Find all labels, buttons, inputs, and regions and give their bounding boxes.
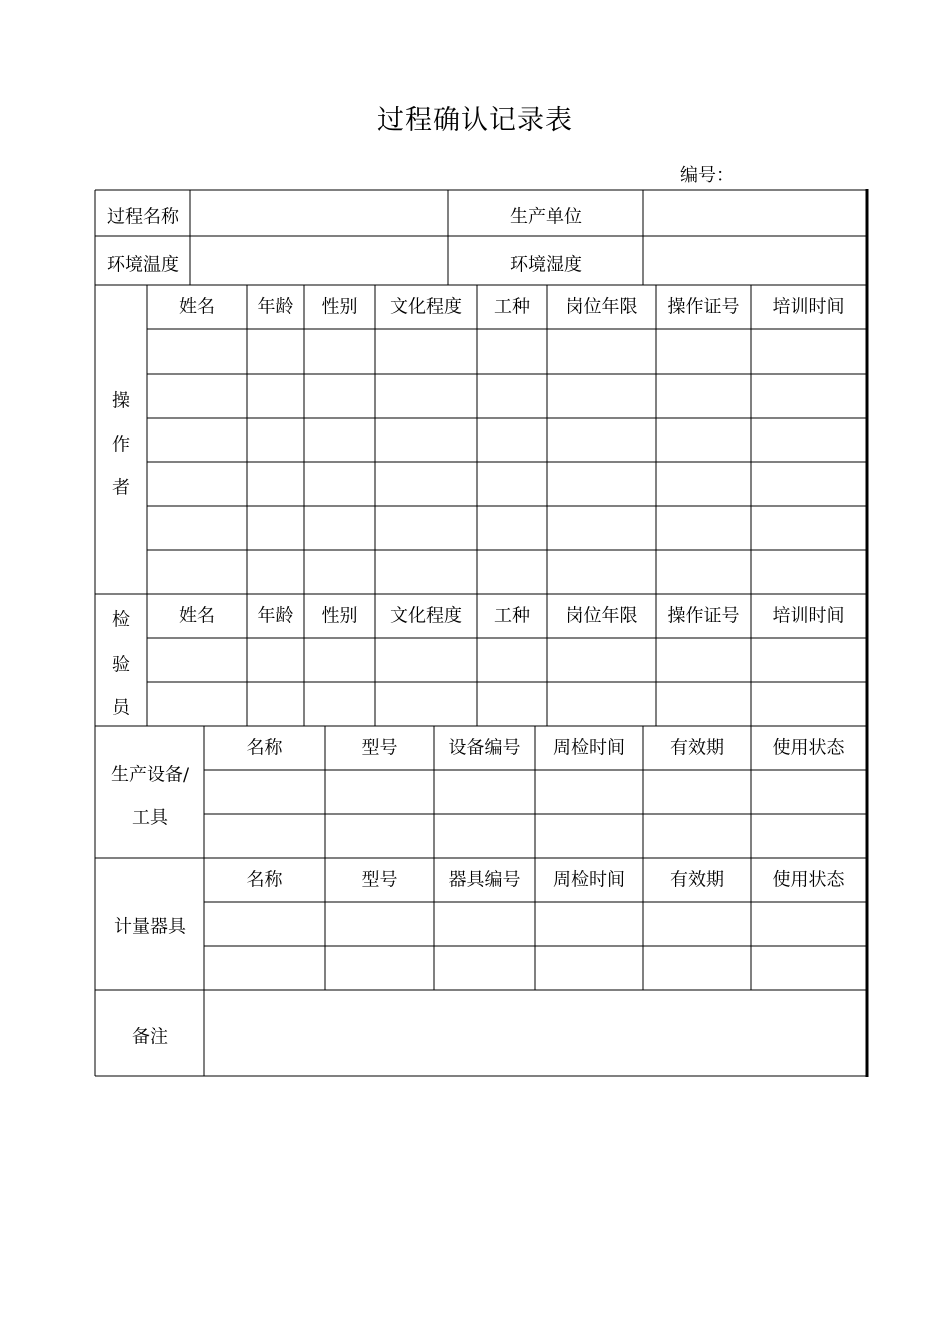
equipment-cell[interactable]	[535, 770, 643, 814]
operators-cell[interactable]	[304, 374, 375, 418]
inspectors-header-1: 姓名	[179, 605, 215, 627]
operators-cell[interactable]	[375, 550, 477, 594]
production-unit-field[interactable]	[643, 190, 866, 236]
inspectors-cell[interactable]	[751, 638, 866, 682]
operators-cell[interactable]	[751, 329, 866, 374]
operators-cell[interactable]	[147, 329, 247, 374]
inspectors-cell[interactable]	[375, 638, 477, 682]
equipment-cell[interactable]	[204, 770, 325, 814]
operators-cell[interactable]	[304, 462, 375, 506]
operators-header-5: 工种	[494, 296, 530, 318]
inspectors-cell[interactable]	[547, 682, 656, 726]
env-temperature-field[interactable]	[190, 236, 448, 285]
env-humidity-field[interactable]	[643, 236, 866, 285]
inspectors-cell[interactable]	[656, 638, 751, 682]
inspectors-section-label-char: 检	[112, 609, 130, 631]
inspectors-cell[interactable]	[247, 682, 304, 726]
operators-cell[interactable]	[656, 329, 751, 374]
operators-header-1: 姓名	[179, 296, 215, 318]
operators-cell[interactable]	[304, 550, 375, 594]
remarks-field[interactable]	[204, 990, 866, 1076]
inspectors-header-4: 文化程度	[390, 605, 462, 627]
inspectors-section-label-char: 验	[112, 654, 130, 676]
operators-cell[interactable]	[247, 462, 304, 506]
inspectors-header-3: 性别	[321, 605, 358, 627]
instruments-cell[interactable]	[325, 946, 434, 990]
operators-section-label-char: 者	[112, 477, 130, 499]
operators-cell[interactable]	[656, 550, 751, 594]
inspectors-cell[interactable]	[304, 682, 375, 726]
operators-cell[interactable]	[247, 506, 304, 550]
instruments-header-3: 器具编号	[448, 869, 521, 891]
operators-cell[interactable]	[375, 462, 477, 506]
operators-cell[interactable]	[477, 374, 547, 418]
equipment-section-label-line-2: 工具	[132, 807, 168, 829]
equipment-section-label-line-1: 生产设备/	[110, 764, 190, 786]
page-title: 过程确认记录表	[377, 105, 573, 136]
instruments-header-6: 使用状态	[772, 869, 845, 891]
env-temperature-label: 环境温度	[107, 254, 179, 276]
operators-cell[interactable]	[147, 374, 247, 418]
equipment-header-2: 型号	[361, 737, 398, 759]
operators-cell[interactable]	[375, 374, 477, 418]
operators-cell[interactable]	[304, 506, 375, 550]
operators-cell[interactable]	[477, 506, 547, 550]
operators-cell[interactable]	[247, 374, 304, 418]
inspectors-header-7: 操作证号	[667, 605, 740, 627]
inspectors-cell[interactable]	[147, 682, 247, 726]
operators-cell[interactable]	[477, 550, 547, 594]
instruments-cell[interactable]	[535, 902, 643, 946]
operators-cell[interactable]	[147, 462, 247, 506]
equipment-header-3: 设备编号	[448, 737, 521, 759]
operators-cell[interactable]	[547, 462, 656, 506]
instruments-header-2: 型号	[361, 869, 398, 891]
operators-cell[interactable]	[547, 506, 656, 550]
inspectors-cell[interactable]	[247, 638, 304, 682]
operators-cell[interactable]	[656, 462, 751, 506]
equipment-cell[interactable]	[751, 770, 866, 814]
operators-cell[interactable]	[751, 550, 866, 594]
operators-header-6: 岗位年限	[565, 296, 638, 318]
equipment-cell[interactable]	[643, 770, 751, 814]
operators-cell[interactable]	[477, 418, 547, 462]
instruments-header-4: 周检时间	[553, 869, 625, 891]
document-number-label: 编号：	[680, 165, 734, 186]
equipment-cell[interactable]	[535, 814, 643, 858]
operators-header-4: 文化程度	[390, 296, 462, 318]
inspectors-cell[interactable]	[375, 682, 477, 726]
operators-cell[interactable]	[656, 418, 751, 462]
inspectors-cell[interactable]	[147, 638, 247, 682]
equipment-cell[interactable]	[204, 814, 325, 858]
equipment-cell[interactable]	[751, 814, 866, 858]
inspectors-cell[interactable]	[547, 638, 656, 682]
equipment-cell[interactable]	[325, 770, 434, 814]
inspectors-header-2: 年龄	[257, 605, 294, 627]
operators-cell[interactable]	[547, 550, 656, 594]
operators-header-8: 培训时间	[772, 296, 845, 318]
instruments-cell[interactable]	[434, 946, 535, 990]
operators-header-3: 性别	[321, 296, 358, 318]
instruments-cell[interactable]	[751, 946, 866, 990]
inspectors-header-5: 工种	[494, 605, 530, 627]
instruments-section-label: 计量器具	[114, 916, 186, 938]
operators-cell[interactable]	[477, 329, 547, 374]
operators-cell[interactable]	[375, 329, 477, 374]
equipment-header-5: 有效期	[670, 737, 724, 759]
inspectors-header-6: 岗位年限	[565, 605, 638, 627]
process-name-label: 过程名称	[107, 206, 179, 228]
operators-cell[interactable]	[147, 506, 247, 550]
operators-cell[interactable]	[247, 329, 304, 374]
process-name-field[interactable]	[190, 190, 448, 236]
operators-cell[interactable]	[147, 550, 247, 594]
operators-cell[interactable]	[304, 418, 375, 462]
operators-cell[interactable]	[656, 374, 751, 418]
operators-cell[interactable]	[751, 506, 866, 550]
operators-cell[interactable]	[375, 506, 477, 550]
instruments-cell[interactable]	[535, 946, 643, 990]
operators-cell[interactable]	[751, 418, 866, 462]
instruments-cell[interactable]	[204, 902, 325, 946]
operators-cell[interactable]	[547, 418, 656, 462]
operators-cell[interactable]	[751, 462, 866, 506]
inspectors-cell[interactable]	[477, 638, 547, 682]
operators-section-label-char: 操	[112, 390, 130, 412]
instruments-cell[interactable]	[434, 902, 535, 946]
equipment-header-6: 使用状态	[772, 737, 845, 759]
operators-cell[interactable]	[656, 506, 751, 550]
instruments-cell[interactable]	[751, 902, 866, 946]
equipment-cell[interactable]	[434, 770, 535, 814]
inspectors-cell[interactable]	[477, 682, 547, 726]
equipment-cell[interactable]	[643, 814, 751, 858]
equipment-cell[interactable]	[325, 814, 434, 858]
equipment-header-1: 名称	[246, 737, 283, 759]
instruments-cell[interactable]	[325, 902, 434, 946]
operators-cell[interactable]	[477, 462, 547, 506]
equipment-header-4: 周检时间	[553, 737, 625, 759]
instruments-header-5: 有效期	[670, 869, 724, 891]
operators-cell[interactable]	[247, 550, 304, 594]
instruments-cell[interactable]	[643, 946, 751, 990]
production-unit-label: 生产单位	[510, 206, 582, 228]
operators-header-7: 操作证号	[667, 296, 740, 318]
operators-cell[interactable]	[547, 374, 656, 418]
operators-header-2: 年龄	[257, 296, 294, 318]
instruments-cell[interactable]	[204, 946, 325, 990]
equipment-cell[interactable]	[434, 814, 535, 858]
operators-cell[interactable]	[547, 329, 656, 374]
inspectors-section-label-char: 员	[112, 697, 130, 719]
operators-cell[interactable]	[375, 418, 477, 462]
inspectors-header-8: 培训时间	[772, 605, 845, 627]
inspectors-cell[interactable]	[656, 682, 751, 726]
remarks-label: 备注	[132, 1026, 168, 1048]
operators-cell[interactable]	[751, 374, 866, 418]
inspectors-cell[interactable]	[751, 682, 866, 726]
operators-cell[interactable]	[304, 329, 375, 374]
instruments-header-1: 名称	[246, 869, 283, 891]
operators-cell[interactable]	[147, 418, 247, 462]
inspectors-cell[interactable]	[304, 638, 375, 682]
env-humidity-label: 环境湿度	[510, 254, 582, 276]
operators-cell[interactable]	[247, 418, 304, 462]
instruments-cell[interactable]	[643, 902, 751, 946]
operators-section-label-char: 作	[112, 434, 130, 456]
